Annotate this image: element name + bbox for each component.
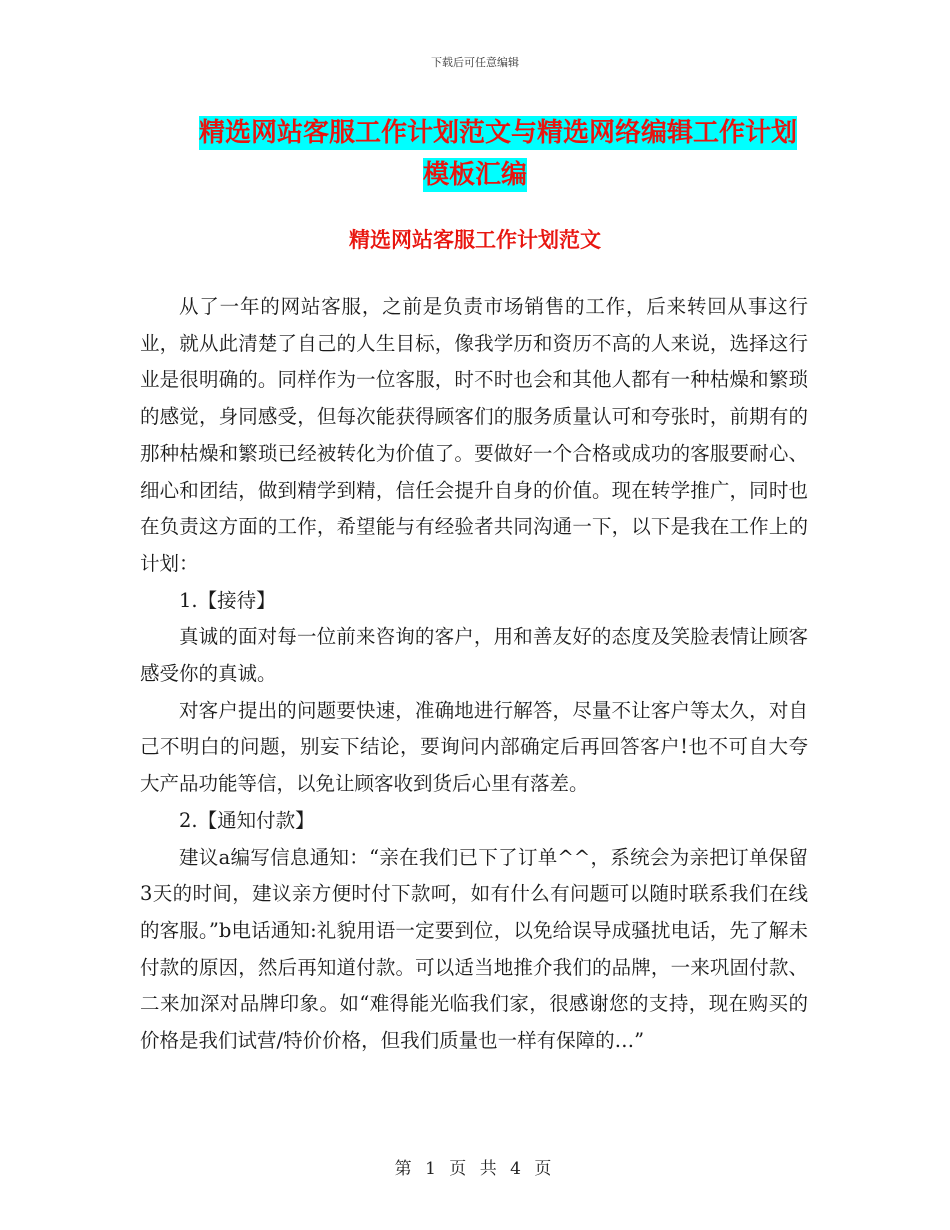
- intro-paragraph: 从了一年的网站客服，之前是负责市场销售的工作，后来转回从事这行业，就从此清楚了自己的人生目标，像我学历和资历不高的人来说，选择这行业是很明确的。同样作为一位客服，时不时也会和其他人都有一种枯燥和繁琐的感觉，身同感受，但每次能获得顾客们的服务质量认可和夸张时，前期有的那种枯燥和繁琐已经被转化为价值了。要做好一个合格或成功的客服要耐心、细心和团结，做到精学到精，信任会提升自身的价值。现在转学推广，同时也在负责这方面的工作，希望能与有经验者共同沟通一下，以下是我在工作上的计划：: [140, 295, 808, 575]
- document-body: [140, 289, 808, 1060]
- title-highlight-2: 模板汇编: [422, 160, 527, 190]
- document-title-line-2: [0, 154, 950, 191]
- reception-paragraph-1: 真诚的面对每一位前来咨询的客户，用和善友好的态度及笑脸表情让顾客感受你的真诚。: [140, 625, 808, 686]
- section-heading-reception: 1.【接待】: [179, 588, 276, 612]
- section-heading-payment: 2.【通知付款】: [179, 808, 315, 832]
- document-title-line-1: [23, 112, 950, 149]
- page-footer: 第 1 页 共 4 页: [394, 1159, 556, 1179]
- reception-paragraph-2: 对客户提出的问题要快速，准确地进行解答，尽量不让客户等太久，对自己不明白的问题，别妄下结论，要询问内部确定后再回答客户!也不可自大夸大产品功能等信，以免让顾客收到货后心里有落差。: [140, 698, 808, 796]
- title-highlight-1: 精选网站客服工作计划范文与精选网络编辑工作计划: [198, 118, 797, 148]
- page-header-note: 下载后可任意编辑: [431, 56, 519, 69]
- payment-paragraph: 建议a编写信息通知：“亲在我们已下了订单^^，系统会为亲把订单保留3天的时间，建议亲方便时付下款呵，如有什么有问题可以随时联系我们在线的客服。”b电话通知:礼貌用语一定要到位，以免给误导成骚扰电话，先了解未付款的原因，然后再知道付款。可以适当地推介我们的品牌，一来巩固付款、二来加深对品牌印象。如“难得能光临我们家，很感谢您的支持，现在购买的价格是我们试营/特价价格，但我们质量也一样有保障的…”: [140, 845, 808, 1053]
- section-title: 精选网站客服工作计划范文: [349, 228, 601, 252]
